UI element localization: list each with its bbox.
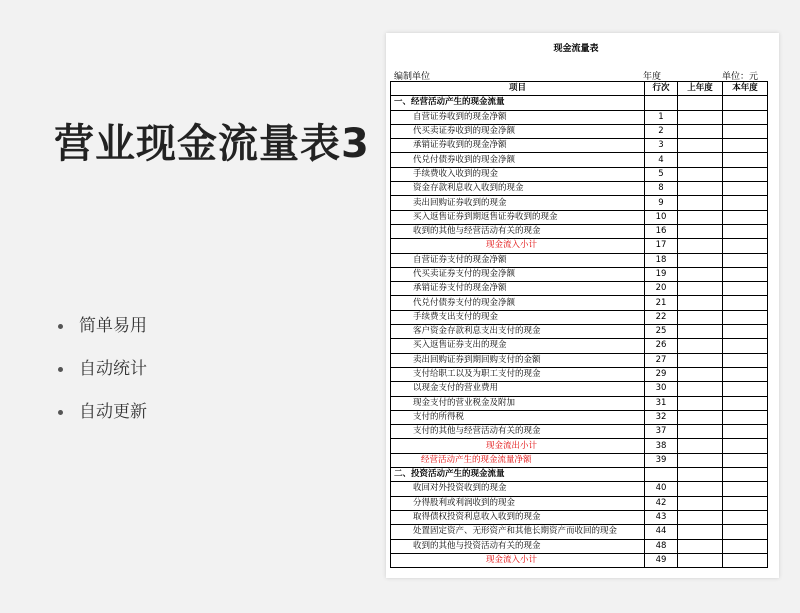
row-item-label: 支付的所得税: [391, 410, 645, 424]
row-current-year-value[interactable]: [723, 439, 768, 453]
row-current-year-value[interactable]: [723, 310, 768, 324]
row-line-number: 26: [645, 339, 678, 353]
row-prior-year-value[interactable]: [678, 339, 723, 353]
row-prior-year-value[interactable]: [678, 468, 723, 482]
feature-item: [58, 402, 147, 445]
table-row: [391, 124, 768, 138]
table-row: [391, 239, 768, 253]
row-item-label: 分得股利或利润收到的现金: [391, 496, 645, 510]
row-current-year-value[interactable]: [723, 153, 768, 167]
row-line-number: 44: [645, 525, 678, 539]
row-item-label: 买入返售证券到期返售证券收到的现金: [391, 210, 645, 224]
feature-label: 自动统计: [79, 359, 147, 379]
row-current-year-value[interactable]: [723, 482, 768, 496]
bullet-icon: [58, 367, 63, 372]
row-line-number: 20: [645, 282, 678, 296]
row-item-label: 二、投资活动产生的现金流量: [391, 468, 645, 482]
row-current-year-value[interactable]: [723, 453, 768, 467]
row-item-label: 代买卖证券支付的现金净额: [391, 267, 645, 281]
reporting-unit-label: 编制单位: [394, 72, 431, 82]
row-prior-year-value[interactable]: [678, 124, 723, 138]
row-item-label: 承销证券支付的现金净额: [391, 282, 645, 296]
bullet-icon: [58, 324, 63, 329]
year-label: 年度: [643, 72, 662, 82]
row-prior-year-value[interactable]: [678, 110, 723, 124]
row-prior-year-value[interactable]: [678, 382, 723, 396]
row-prior-year-value[interactable]: [678, 496, 723, 510]
slide-title: 营业现金流量表3: [54, 121, 370, 167]
row-current-year-value[interactable]: [723, 396, 768, 410]
feature-label: 简单易用: [79, 316, 147, 336]
row-item-label: 现金流入小计: [391, 553, 645, 567]
row-prior-year-value[interactable]: [678, 210, 723, 224]
table-row: [391, 382, 768, 396]
row-prior-year-value[interactable]: [678, 325, 723, 339]
row-prior-year-value[interactable]: [678, 510, 723, 524]
row-line-number: 9: [645, 196, 678, 210]
cash-flow-table: [390, 81, 768, 568]
row-prior-year-value[interactable]: [678, 282, 723, 296]
row-current-year-value[interactable]: [723, 339, 768, 353]
row-item-label: 代兑付债券收到的现金净额: [391, 153, 645, 167]
row-prior-year-value[interactable]: [678, 224, 723, 238]
row-prior-year-value[interactable]: [678, 553, 723, 567]
row-line-number: 29: [645, 367, 678, 381]
row-prior-year-value[interactable]: [678, 139, 723, 153]
row-current-year-value[interactable]: [723, 353, 768, 367]
row-prior-year-value[interactable]: [678, 425, 723, 439]
row-item-label: 现金流入小计: [391, 239, 645, 253]
row-current-year-value[interactable]: [723, 110, 768, 124]
row-line-number: 5: [645, 167, 678, 181]
row-current-year-value[interactable]: [723, 196, 768, 210]
row-current-year-value[interactable]: [723, 124, 768, 138]
row-item-label: 资金存款利息收入收到的现金: [391, 182, 645, 196]
row-line-number: 43: [645, 510, 678, 524]
row-line-number: 1: [645, 110, 678, 124]
row-line-number: 48: [645, 539, 678, 553]
header-item: 项目: [391, 82, 645, 96]
row-item-label: 处置固定资产、无形资产和其他长期资产而收回的现金: [391, 525, 645, 539]
row-line-number: 31: [645, 396, 678, 410]
row-line-number: 22: [645, 310, 678, 324]
row-current-year-value[interactable]: [723, 553, 768, 567]
table-row: [391, 139, 768, 153]
table-row: [391, 482, 768, 496]
row-current-year-value[interactable]: [723, 325, 768, 339]
table-row: [391, 167, 768, 181]
row-current-year-value[interactable]: [723, 182, 768, 196]
row-line-number: 25: [645, 325, 678, 339]
table-row: [391, 310, 768, 324]
row-item-label: 承销证券收到的现金净额: [391, 139, 645, 153]
row-line-number: 18: [645, 253, 678, 267]
table-row: [391, 253, 768, 267]
row-current-year-value[interactable]: [723, 139, 768, 153]
table-row: [391, 296, 768, 310]
row-line-number: 42: [645, 496, 678, 510]
row-line-number: 17: [645, 239, 678, 253]
row-current-year-value[interactable]: [723, 210, 768, 224]
row-prior-year-value[interactable]: [678, 396, 723, 410]
row-line-number: 38: [645, 439, 678, 453]
row-prior-year-value[interactable]: [678, 253, 723, 267]
feature-item: [58, 359, 147, 402]
row-line-number: [645, 96, 678, 110]
table-row: [391, 410, 768, 424]
table-row: [391, 396, 768, 410]
row-prior-year-value[interactable]: [678, 167, 723, 181]
table-body: [391, 96, 768, 568]
row-item-label: 买入返售证券支出的现金: [391, 339, 645, 353]
row-item-label: 以现金支付的营业费用: [391, 382, 645, 396]
feature-list: [58, 316, 147, 445]
table-row: [391, 496, 768, 510]
row-item-label: 代买卖证券收到的现金净额: [391, 124, 645, 138]
table-row: [391, 439, 768, 453]
row-line-number: 4: [645, 153, 678, 167]
row-current-year-value[interactable]: [723, 382, 768, 396]
table-row: [391, 282, 768, 296]
row-line-number: 2: [645, 124, 678, 138]
row-item-label: 支付给职工以及为职工支付的现金: [391, 367, 645, 381]
row-prior-year-value[interactable]: [678, 182, 723, 196]
row-current-year-value[interactable]: [723, 253, 768, 267]
table-row: [391, 510, 768, 524]
table-row: [391, 539, 768, 553]
header-line-no: 行次: [645, 82, 678, 96]
row-line-number: 19: [645, 267, 678, 281]
row-prior-year-value[interactable]: [678, 482, 723, 496]
row-item-label: 自营证券支付的现金净额: [391, 253, 645, 267]
row-current-year-value[interactable]: [723, 282, 768, 296]
currency-unit-label: 单位：元: [722, 72, 759, 82]
row-current-year-value[interactable]: [723, 525, 768, 539]
table-row: [391, 153, 768, 167]
table-row: [391, 339, 768, 353]
row-line-number: 49: [645, 553, 678, 567]
row-item-label: 收到的其他与投资活动有关的现金: [391, 539, 645, 553]
table-row: [391, 425, 768, 439]
row-line-number: 16: [645, 224, 678, 238]
row-item-label: 现金流出小计: [391, 439, 645, 453]
row-current-year-value[interactable]: [723, 425, 768, 439]
row-line-number: 39: [645, 453, 678, 467]
row-line-number: 30: [645, 382, 678, 396]
table-row: [391, 196, 768, 210]
row-item-label: 收回对外投资收到的现金: [391, 482, 645, 496]
row-prior-year-value[interactable]: [678, 525, 723, 539]
table-row: [391, 525, 768, 539]
row-item-label: 经营活动产生的现金流量净额: [391, 453, 645, 467]
row-prior-year-value[interactable]: [678, 367, 723, 381]
row-prior-year-value[interactable]: [678, 96, 723, 110]
row-current-year-value[interactable]: [723, 239, 768, 253]
row-item-label: 自营证券收到的现金净额: [391, 110, 645, 124]
row-line-number: 37: [645, 425, 678, 439]
bullet-icon: [58, 410, 63, 415]
table-row: [391, 267, 768, 281]
row-current-year-value[interactable]: [723, 468, 768, 482]
table-row: [391, 224, 768, 238]
row-item-label: 支付的其他与经营活动有关的现金: [391, 425, 645, 439]
row-line-number: 3: [645, 139, 678, 153]
row-line-number: 40: [645, 482, 678, 496]
row-prior-year-value[interactable]: [678, 353, 723, 367]
row-current-year-value[interactable]: [723, 496, 768, 510]
row-prior-year-value[interactable]: [678, 453, 723, 467]
row-item-label: 卖出回购证券到期回购支付的金额: [391, 353, 645, 367]
table-row: [391, 182, 768, 196]
row-line-number: 32: [645, 410, 678, 424]
table-row: [391, 110, 768, 124]
table-row: [391, 553, 768, 567]
row-current-year-value[interactable]: [723, 539, 768, 553]
row-line-number: 21: [645, 296, 678, 310]
row-item-label: 一、经营活动产生的现金流量: [391, 96, 645, 110]
table-row: [391, 96, 768, 110]
header-prior-year: 上年度: [678, 82, 723, 96]
row-prior-year-value[interactable]: [678, 196, 723, 210]
row-item-label: 收到的其他与经营活动有关的现金: [391, 224, 645, 238]
cash-flow-sheet: [386, 33, 779, 578]
row-prior-year-value[interactable]: [678, 539, 723, 553]
row-line-number: 8: [645, 182, 678, 196]
row-item-label: 手续费支出支付的现金: [391, 310, 645, 324]
table-row: [391, 453, 768, 467]
feature-item: [58, 316, 147, 359]
table-row: [391, 367, 768, 381]
row-item-label: 取得债权投资利息收入收到的现金: [391, 510, 645, 524]
table-row: [391, 353, 768, 367]
row-current-year-value[interactable]: [723, 296, 768, 310]
sheet-title: 现金流量表: [553, 44, 599, 54]
row-current-year-value[interactable]: [723, 167, 768, 181]
table-header-row: [391, 82, 768, 96]
row-prior-year-value[interactable]: [678, 153, 723, 167]
table-row: [391, 468, 768, 482]
row-item-label: 现金支付的营业税金及附加: [391, 396, 645, 410]
row-prior-year-value[interactable]: [678, 296, 723, 310]
row-prior-year-value[interactable]: [678, 239, 723, 253]
row-current-year-value[interactable]: [723, 510, 768, 524]
row-line-number: 27: [645, 353, 678, 367]
table-row: [391, 325, 768, 339]
row-item-label: 手续费收入收到的现金: [391, 167, 645, 181]
table-row: [391, 210, 768, 224]
row-item-label: 客户资金存款利息支出支付的现金: [391, 325, 645, 339]
row-current-year-value[interactable]: [723, 410, 768, 424]
row-prior-year-value[interactable]: [678, 267, 723, 281]
row-prior-year-value[interactable]: [678, 310, 723, 324]
feature-label: 自动更新: [79, 402, 147, 422]
row-current-year-value[interactable]: [723, 224, 768, 238]
row-line-number: [645, 468, 678, 482]
row-current-year-value[interactable]: [723, 367, 768, 381]
row-prior-year-value[interactable]: [678, 410, 723, 424]
row-prior-year-value[interactable]: [678, 439, 723, 453]
row-item-label: 卖出回购证券收到的现金: [391, 196, 645, 210]
row-item-label: 代兑付债券支付的现金净额: [391, 296, 645, 310]
header-current-year: 本年度: [723, 82, 768, 96]
row-current-year-value[interactable]: [723, 267, 768, 281]
row-current-year-value[interactable]: [723, 96, 768, 110]
row-line-number: 10: [645, 210, 678, 224]
